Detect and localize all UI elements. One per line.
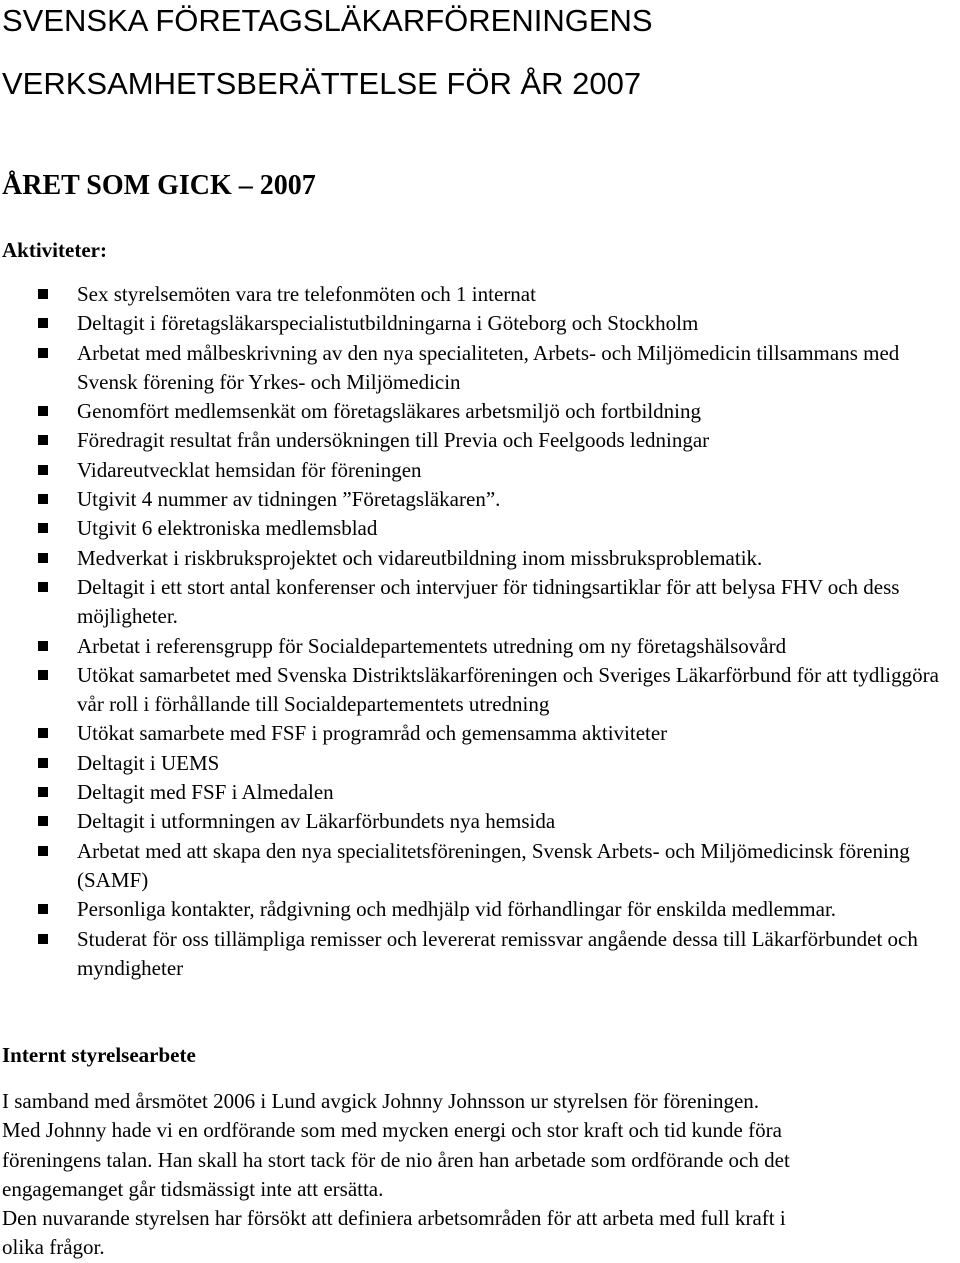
bullet-square-icon [38, 670, 48, 680]
list-item-text: Föredragit resultat från undersökningen till Previa och Feelgoods ledningar [77, 428, 710, 453]
list-item [0, 514, 960, 543]
bullet-square-icon [38, 846, 48, 856]
list-item-text: Deltagit i utformningen av Läkarförbundets nya hemsida [77, 809, 556, 834]
bullet-square-icon [38, 318, 48, 328]
bullet-square-icon [38, 289, 48, 299]
list-item-text: Deltagit i UEMS [77, 750, 220, 775]
list-item [0, 397, 960, 426]
list-item [0, 632, 960, 661]
list-item [0, 339, 960, 398]
paragraph-line: olika frågor. [2, 1235, 105, 1260]
board-work-paragraph [2, 1087, 958, 1263]
paragraph-line: engagemanget går tidsmässigt inte att ersätta. [2, 1176, 384, 1201]
list-item-text: Genomfört medlemsenkät om företagsläkares arbetsmiljö och fortbildning [77, 399, 701, 424]
list-item [0, 925, 960, 984]
paragraph-line: I samband med årsmötet 2006 i Lund avgick Johnny Johnsson ur styrelsen för föreningen. [2, 1089, 760, 1113]
list-item-text: Arbetat med att skapa den nya specialitetsföreningen, Svensk Arbets- och Miljömedicinsk förening (SAMF) [77, 838, 910, 892]
bullet-square-icon [38, 904, 48, 914]
activities-list [0, 280, 960, 983]
list-item [0, 280, 960, 309]
year-heading: ÅRET SOM GICK – 2007 [2, 170, 316, 201]
list-item-text: Utökat samarbete med FSF i programråd och gemensamma aktiviteter [77, 721, 668, 746]
bullet-square-icon [38, 523, 48, 533]
list-item-text: Deltagit i företagsläkarspecialistutbildningarna i Göteborg och Stockholm [77, 311, 699, 336]
bullet-square-icon [38, 641, 48, 651]
bullet-square-icon [38, 816, 48, 826]
activities-heading: Aktiviteter: [2, 238, 107, 262]
list-item [0, 573, 960, 632]
bullet-square-icon [38, 758, 48, 768]
list-item-text: Deltagit i ett stort antal konferenser och intervjuer för tidningsartiklar för att belysa FHV och dess möjligheter. [77, 574, 900, 629]
bullet-square-icon [38, 728, 48, 738]
bullet-square-icon [38, 582, 48, 592]
list-item [0, 661, 960, 720]
list-item [0, 456, 960, 485]
list-item [0, 719, 960, 748]
list-item [0, 837, 960, 896]
list-item-text: Arbetat i referensgrupp för Socialdepartementets utredning om ny företagshälsovård [77, 633, 787, 658]
bullet-square-icon [38, 553, 48, 563]
list-item-text: Utökat samarbetet med Svenska Distriktsläkarföreningen och Sveriges Läkarförbund för att tydliggöra vår roll i förhållande till Socialdepartementets utredning [77, 662, 939, 717]
list-item-text: Utgivit 6 elektroniska medlemsblad [77, 516, 378, 541]
bullet-square-icon [38, 934, 48, 944]
paragraph-line: Den nuvarande styrelsen har försökt att definiera arbetsområden för att arbeta med full kraft i [2, 1206, 786, 1231]
paragraph-line: Med Johnny hade vi en ordförande som med mycken energi och stor kraft och tid kunde föra [2, 1118, 782, 1143]
list-item-text: Studerat för oss tillämpliga remisser och levererat remissvar angående dessa till Läkarförbundet och myndigheter [77, 926, 918, 980]
list-item [0, 485, 960, 514]
list-item-text: Sex styrelsemöten vara tre telefonmöten och 1 internat [77, 282, 536, 306]
bullet-square-icon [38, 465, 48, 475]
list-item [0, 544, 960, 573]
list-item [0, 778, 960, 807]
list-item-text: Vidareutvecklat hemsidan för föreningen [77, 457, 422, 482]
list-item-text: Utgivit 4 nummer av tidningen ”Företagsläkaren”. [77, 487, 501, 512]
list-item [0, 895, 960, 924]
list-item [0, 426, 960, 455]
list-item-text: Personliga kontakter, rådgivning och medhjälp vid förhandlingar för enskilda medlemmar. [77, 897, 837, 922]
bullet-square-icon [38, 494, 48, 504]
list-item [0, 309, 960, 338]
list-item [0, 807, 960, 836]
document-title-line-1: SVENSKA FÖRETAGSLÄKARFÖRENINGENS [2, 3, 653, 38]
document-title-line-2: VERKSAMHETSBERÄTTELSE FÖR ÅR 2007 [2, 66, 642, 101]
bullet-square-icon [38, 406, 48, 416]
bullet-square-icon [38, 435, 48, 445]
bullet-square-icon [38, 348, 48, 358]
board-work-heading: Internt styrelsearbete [2, 1043, 196, 1067]
list-item-text: Medverkat i riskbruksprojektet och vidareutbildning inom missbruksproblematik. [77, 545, 763, 570]
paragraph-line: föreningens talan. Han skall ha stort tack för de nio åren han arbetade som ordförande och det [2, 1147, 790, 1172]
list-item [0, 749, 960, 778]
bullet-square-icon [38, 787, 48, 797]
list-item-text: Deltagit med FSF i Almedalen [77, 780, 334, 805]
list-item-text: Arbetat med målbeskrivning av den nya specialiteten, Arbets- och Miljömedicin tillsammans med Svensk förening för Yrkes- och Miljömedicin [77, 340, 900, 394]
